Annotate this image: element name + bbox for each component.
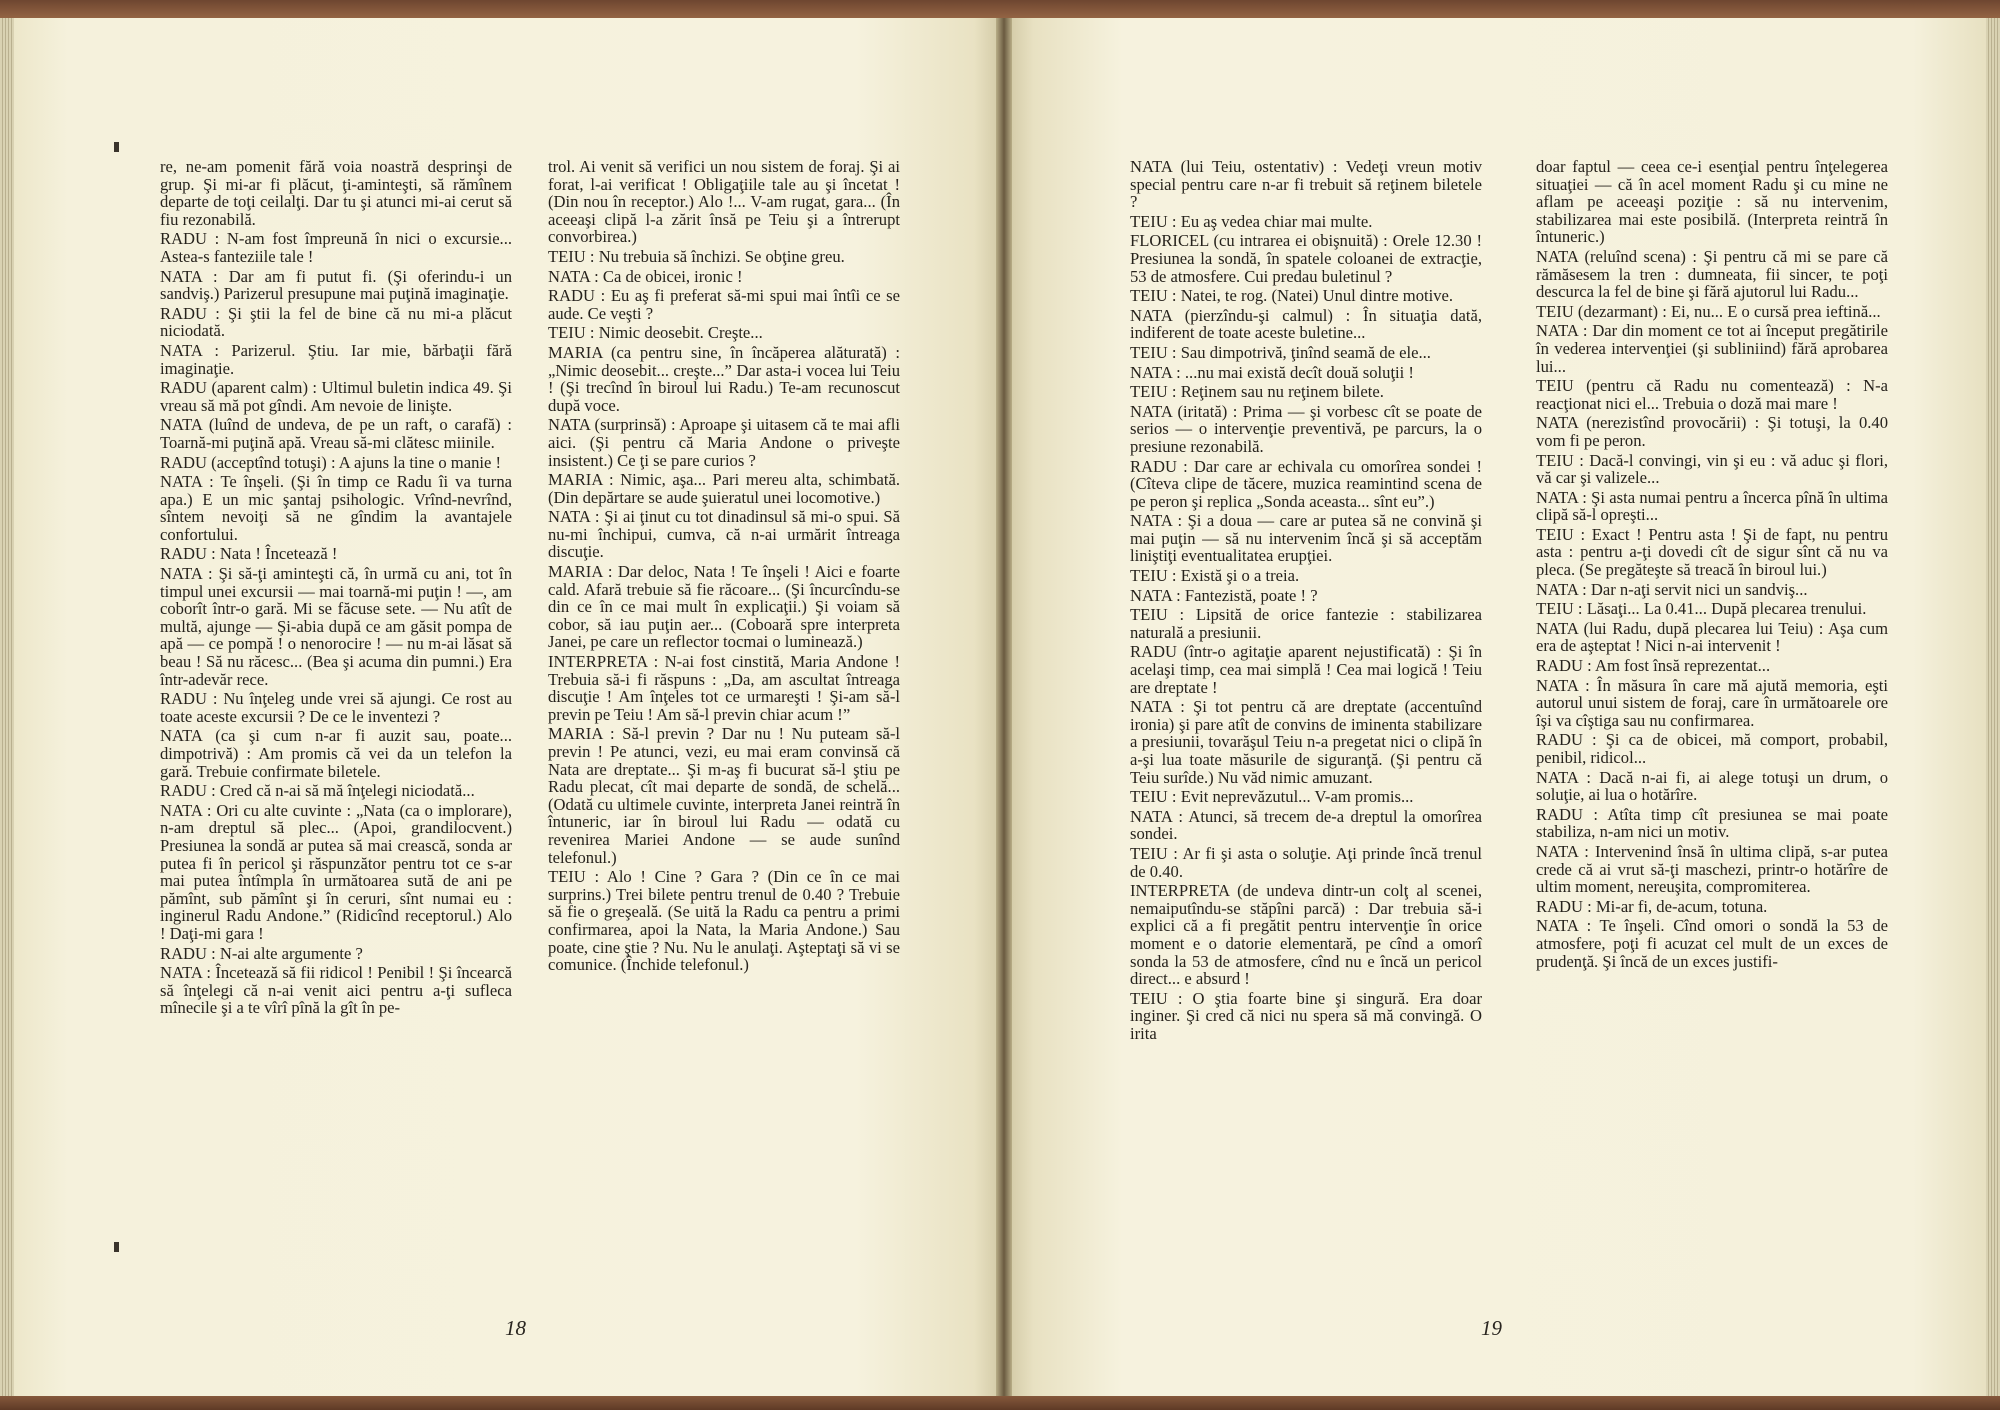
dialogue-line: NATA : În măsura în care mă ajută memoria, eşti autorul unui sistem de foraj, care în următoarele ore îşi va cîştiga sau nu confirmarea.	[1536, 675, 1888, 730]
dialogue-line: NATA : Încetează să fii ridicol ! Penibil ! Şi încearcă să înţelegi că n-ai venit aici pentru a-ţi sufleca mînecile şi a te vîrî pînă la gît în pe-	[160, 963, 512, 1018]
dialogue-line: NATA : Fantezistă, poate ! ?	[1130, 585, 1318, 605]
dialogue-line: NATA (surprinsă) : Aproape şi uitasem că te mai afli aici. (Şi pentru că Maria Andone o priveşte insistent.) Ce ţi se pare curios ?	[548, 415, 900, 470]
dialogue-line: NATA : Ori cu alte cuvinte : „Nata (ca o implorare), n-am dreptul să plec... (Apoi, grandilocvent.) Presiunea la sondă ar putea să mai crească, sonda ar putea fi în pericol şi răspunzător pentru tot ce s-ar mai putea întîmpla în următoarea sută de ani pe pămînt, sub pămînt şi în ceruri, sînt numai eu : inginerul Radu Andone.” (Ridicînd receptorul.) Alo ! Daţi-mi gara !	[160, 800, 512, 943]
page-edges-right	[1986, 18, 2000, 1396]
dialogue-line: TEIU : Dacă-l convingi, vin şi eu : vă aduc şi flori, vă car şi valizele...	[1536, 450, 1888, 488]
right-page-column-1	[1130, 158, 1482, 1045]
dialogue-line: RADU : Am fost însă reprezentat...	[1536, 656, 1771, 676]
dialogue-line: NATA : Parizerul. Ştiu. Iar mie, bărbaţii fără imaginaţie.	[160, 340, 512, 378]
dialogue-line: TEIU (dezarmant) : Ei, nu... E o cursă prea ieftină...	[1536, 301, 1881, 321]
dialogue-line: RADU : Dar care ar echivala cu omorîrea sondei ! (Cîteva clipe de tăcere, muzica reamintind scena de pe peron şi replica „Sonda aceasta... sînt eu”.)	[1130, 456, 1482, 511]
book-gutter	[996, 18, 1012, 1396]
dialogue-line: NATA (nerezistînd provocării) : Şi totuşi, la 0.40 vom fi pe peron.	[1536, 413, 1888, 450]
dialogue-line: TEIU : Lăsaţi... La 0.41... După plecarea trenului.	[1536, 599, 1867, 619]
page-number-right: 19	[1481, 1316, 1502, 1340]
left-page-column-2	[548, 158, 900, 976]
page-edges-left	[0, 18, 14, 1396]
dialogue-line: INTERPRETA (de undeva dintr-un colţ al scenei, nemaiputîndu-se stăpîni parcă) : Dar trebuia să-i explici că a fi pregătit pentru intervenţie în orice moment e o datorie elementară, pe cînd a omorî sonda la 53 de atmosfere, cînd nu e încă un pericol direct... e absurd !	[1130, 881, 1482, 989]
dialogue-line: TEIU : Nu trebuia să închizi. Se obţine greu.	[548, 246, 845, 266]
dialogue-line: MARIA : Nimic, aşa... Pari mereu alta, schimbată. (Din depărtare se aude şuieratul unei locomotive.)	[548, 470, 900, 507]
dialogue-line: RADU : Eu aş fi preferat să-mi spui mai întîi ce se aude. Ce veşti ?	[548, 286, 900, 323]
dialogue-line: NATA (lui Radu, după plecarea lui Teiu) : Aşa cum era de aşteptat ! Nici n-ai intervenit !	[1536, 618, 1888, 656]
dialogue-line: MARIA : Să-l previn ? Dar nu ! Nu puteam să-l previn ! Pe atunci, vezi, eu mai eram convinsă că Nata are dreptate... Şi m-aş fi bucurat să-l ştiu pe Radu plecat, cît mai departe de sondă, de schelă... (Odată cu ultimele cuvinte, interpreta Janei reintră în întuneric, iar în biroul lui Radu — odată cu revenirea Mariei Andone — se aude sunînd telefonul.)	[548, 724, 900, 867]
dialogue-line: NATA : Dacă n-ai fi, ai alege totuşi un drum, o soluţie, ai lua o hotărîre.	[1536, 767, 1888, 805]
dialogue-line: NATA : Te înşeli. Cînd omori o sondă la 53 de atmosfere, poţi fi acuzat cel mult de un exces de prudenţă. Şi încă de un exces justifi-	[1536, 916, 1888, 971]
dialogue-line: NATA (ca şi cum n-ar fi auzit sau, poate... dimpotrivă) : Am promis că vei da un telefon la gară. Trebuie confirmate biletele.	[160, 726, 512, 781]
dialogue-line: RADU : Nata ! Încetează !	[160, 544, 338, 564]
dialogue-line: NATA : Şi să-ţi aminteşti că, în urmă cu ani, tot în timpul unei excursii — mai toarnă-mi puţin ! —, am coborît într-o gară. Mi se făcuse sete. — Nu atît de multă, ajunge — Şi-abia după ce am găsit pompa de apă — ce pompă ! o nenorocire ! — nu m-ai lăsat să beau ! Să nu răcesc... (Bea şi acuma din pumni.) Era într-adevăr rece.	[160, 564, 512, 689]
dialogue-line: RADU (aparent calm) : Ultimul buletin indica 49. Şi vreau să mă pot gîndi. Am nevoie de linişte.	[160, 378, 512, 415]
dialogue-line: NATA : Dar n-aţi servit nici un sandviş...	[1536, 579, 1808, 599]
dialogue-line: NATA (reluînd scena) : Şi pentru că mi se pare că rămăsesem la tren : dumneata, fii sincer, te poţi descurca la fel de bine şi fără ajutorul lui Radu...	[1536, 246, 1888, 302]
dialogue-line: TEIU : Eu aş vedea chiar mai multe.	[1130, 211, 1373, 231]
dialogue-line: NATA : Dar am fi putut fi. (Şi oferindu-i un sandviş.) Parizerul presupune mai puţină imaginaţie.	[160, 266, 512, 304]
dialogue-line: NATA : ...nu mai există decît două soluţii !	[1130, 362, 1414, 382]
dialogue-line: TEIU : Există şi o a treia.	[1130, 566, 1300, 586]
dialogue-line: TEIU : Reţinem sau nu reţinem bilete.	[1130, 382, 1384, 402]
dialogue-line: MARIA (ca pentru sine, în încăperea alăturată) : „Nimic deosebit... creşte...” Dar asta-i vocea lui Teiu ! (Şi trecînd în biroul lui Radu.) Te-am recunoscut după voce.	[548, 342, 900, 415]
dialogue-line: RADU : Şi ca de obicei, mă comport, probabil, penibil, ridicol...	[1536, 730, 1888, 767]
dialogue-line: TEIU : Lipsită de orice fantezie : stabilizarea naturală a presiunii.	[1130, 605, 1482, 642]
dialogue-line: TEIU : Ar fi şi asta o soluţie. Aţi prinde încă trenul de 0.40.	[1130, 843, 1482, 881]
page-number-left: 18	[505, 1316, 526, 1340]
dialogue-line: RADU : Şi ştii la fel de bine că nu mi-a plăcut niciodată.	[160, 303, 512, 341]
dialogue-line: RADU : N-am fost împreună în nici o excursie... Astea-s fanteziile tale !	[160, 229, 512, 266]
dialogue-line: re, ne-am pomenit fără voia noastră desprinşi de grup. Şi mi-ar fi plăcut, ţi-aminteşti, să rămînem departe de toţi ceilalţi. Dar tu şi atunci mi-ai cerut să fiu rezonabilă.	[160, 157, 512, 229]
dialogue-line: TEIU : Alo ! Cine ? Gara ? (Din ce în ce mai surprins.) Trei bilete pentru trenul de 0.40 ? Trebuie să fie o greşeală. (Se uită la Radu ca pentru a primi confirmarea, apoi la Nata, la Maria Andone.) Sau poate, cine ştie ? Nu. Nu le anulaţi. Aşteptaţi să vi se comunice. (Închide telefonul.)	[548, 867, 900, 975]
dialogue-line: RADU : Atîta timp cît presiunea se mai poate stabiliza, n-am nici un motiv.	[1536, 804, 1888, 842]
dialogue-line: RADU : Nu înţeleg unde vrei să ajungi. Ce rost au toate aceste excursii ? De ce le inventezi ?	[160, 689, 512, 726]
dialogue-line: NATA : Şi tot pentru că are dreptate (accentuînd ironia) şi pare atît de convins de iminenta stabilizare a presiunii, tovarăşul Teiu n-a pregetat nici o clipă în a-şi lua toate măsurile de siguranţă. (Şi pentru că Teiu surîde.) Nu văd nimic amuzant.	[1130, 697, 1482, 787]
dialogue-line: NATA : Te înşeli. (Şi în timp ce Radu îi va turna apa.) E un mic şantaj psihologic. Vrînd-nevrînd, sîntem nevoiţi să ne gîndim la avantajele confortului.	[160, 472, 512, 544]
dialogue-line: NATA (pierzîndu-şi calmul) : În situaţia dată, indiferent de toate aceste buletine...	[1130, 305, 1482, 343]
dialogue-line: RADU (într-o agitaţie aparent nejustificată) : Şi în acelaşi timp, cea mai simplă ! Cea mai logică ! Teiu are dreptate !	[1130, 642, 1482, 697]
dialogue-line: TEIU : Sau dimpotrivă, ţinînd seamă de ele...	[1130, 342, 1431, 362]
dialogue-line: TEIU : Evit neprevăzutul... V-am promis...	[1130, 787, 1414, 807]
dialogue-line: INTERPRETA : N-ai fost cinstită, Maria Andone ! Trebuia să-i fi răspuns : „Da, am ascultat întreaga discuţie ! Am înţeles tot ce urmareşti ! Şi-am să-l previn pe Teiu ! Am să-l previn chiar acum !”	[548, 652, 900, 724]
dialogue-line: TEIU : Natei, te rog. (Natei) Unul dintre motive.	[1130, 286, 1454, 306]
dialogue-line: NATA : Şi a doua — care ar putea să ne convină şi mai puţin — să nu intervenim încă şi să acceptăm liniştiţi eventualitatea erupţiei.	[1130, 511, 1482, 566]
dialogue-line: NATA : Ca de obicei, ironic !	[548, 266, 743, 286]
dialogue-line: NATA : Atunci, să trecem de-a dreptul la omorîrea sondei.	[1130, 806, 1482, 844]
dialogue-line: MARIA : Dar deloc, Nata ! Te înşeli ! Aici e foarte cald. Afară trebuie să fie răcoare... (Şi încurcîndu-se din ce în ce mai mult în explicaţii.) Şi voiam să cobor, să iau puţin aer... (Coboară spre interpreta Janei, pe care un reflector tocmai o luminează.)	[548, 562, 900, 652]
dialogue-line: RADU (acceptînd totuşi) : A ajuns la tine o manie !	[160, 452, 502, 472]
left-page-column-1	[160, 158, 512, 1019]
dialogue-line: NATA (iritată) : Prima — şi vorbesc cît se poate de serios — o intervenţie preventivă, pe parcurs, la o presiune rezonabilă.	[1130, 401, 1482, 456]
dialogue-line: NATA : Şi ai ţinut cu tot dinadinsul să mi-o spui. Să nu-mi închipui, cumva, că n-ai urmărit întreaga discuţie.	[548, 507, 900, 562]
margin-mark	[114, 142, 119, 152]
dialogue-line: NATA : Dar din moment ce tot ai început pregătirile în vederea intervenţiei (şi subliniind) fără aprobarea lui...	[1536, 321, 1888, 376]
right-page	[1004, 18, 1992, 1396]
dialogue-line: NATA : Şi asta numai pentru a încerca pînă în ultima clipă să-l opreşti...	[1536, 487, 1888, 525]
dialogue-line: TEIU : O ştia foarte bine şi singură. Era doar inginer. Şi cred că nici nu spera să mă convingă. O irita	[1130, 988, 1482, 1043]
dialogue-line: TEIU : Exact ! Pentru asta ! Şi de fapt, nu pentru asta : pentru a-ţi dovedi cît de sigur sînt că nu va pleca. (Se pregăteşte să treacă în biroul lui.)	[1536, 524, 1888, 580]
right-page-column-2	[1536, 158, 1888, 972]
margin-mark	[114, 1242, 119, 1252]
dialogue-line: NATA (luînd de undeva, de pe un raft, o carafă) : Toarnă-mi puţină apă. Vreau să-mi clătesc miinile.	[160, 415, 512, 452]
dialogue-line: RADU : Cred că n-ai să mă înţelegi niciodată...	[160, 781, 475, 801]
left-page	[8, 18, 1004, 1396]
dialogue-line: RADU : N-ai alte argumente ?	[160, 943, 363, 963]
dialogue-line: TEIU (pentru că Radu nu comentează) : N-a reacţionat nici el... Trebuia o doză mai mare !	[1536, 376, 1888, 413]
dialogue-line: TEIU : Nimic deosebit. Creşte...	[548, 323, 763, 343]
dialogue-line: FLORICEL (cu intrarea ei obişnuită) : Orele 12.30 ! Presiunea la sondă, în spatele coloanei de extracţie, 53 de atmosfere. Cui predau buletinul ?	[1130, 231, 1482, 286]
dialogue-line: NATA (lui Teiu, ostentativ) : Vedeţi vreun motiv special pentru care n-ar fi trebuit să reţinem biletele ?	[1130, 157, 1482, 212]
dialogue-line: doar faptul — ceea ce-i esenţial pentru înţelegerea situaţiei — că în acel moment Radu şi cu mine ne aflam pe aceeaşi poziţie : să nu intervenim, stabilizarea mai este posibilă. (Interpreta reintră în întuneric.)	[1536, 157, 1888, 247]
dialogue-line: RADU : Mi-ar fi, de-acum, totuna.	[1536, 896, 1768, 916]
dialogue-line: NATA : Intervenind însă în ultima clipă, s-ar putea crede că ai vrut să-ţi maschezi, printr-o hotărîre de ultim moment, nereuşita, compromiterea.	[1536, 841, 1888, 897]
dialogue-line: trol. Ai venit să verifici un nou sistem de foraj. Şi ai forat, l-ai verificat ! Obligaţiile tale au şi încetat ! (Din nou în receptor.) Alo !... V-am rugat, gara... (În aceeaşi clipă l-a zărit însă pe Teiu şi a întrerupt convorbirea.)	[548, 157, 900, 247]
